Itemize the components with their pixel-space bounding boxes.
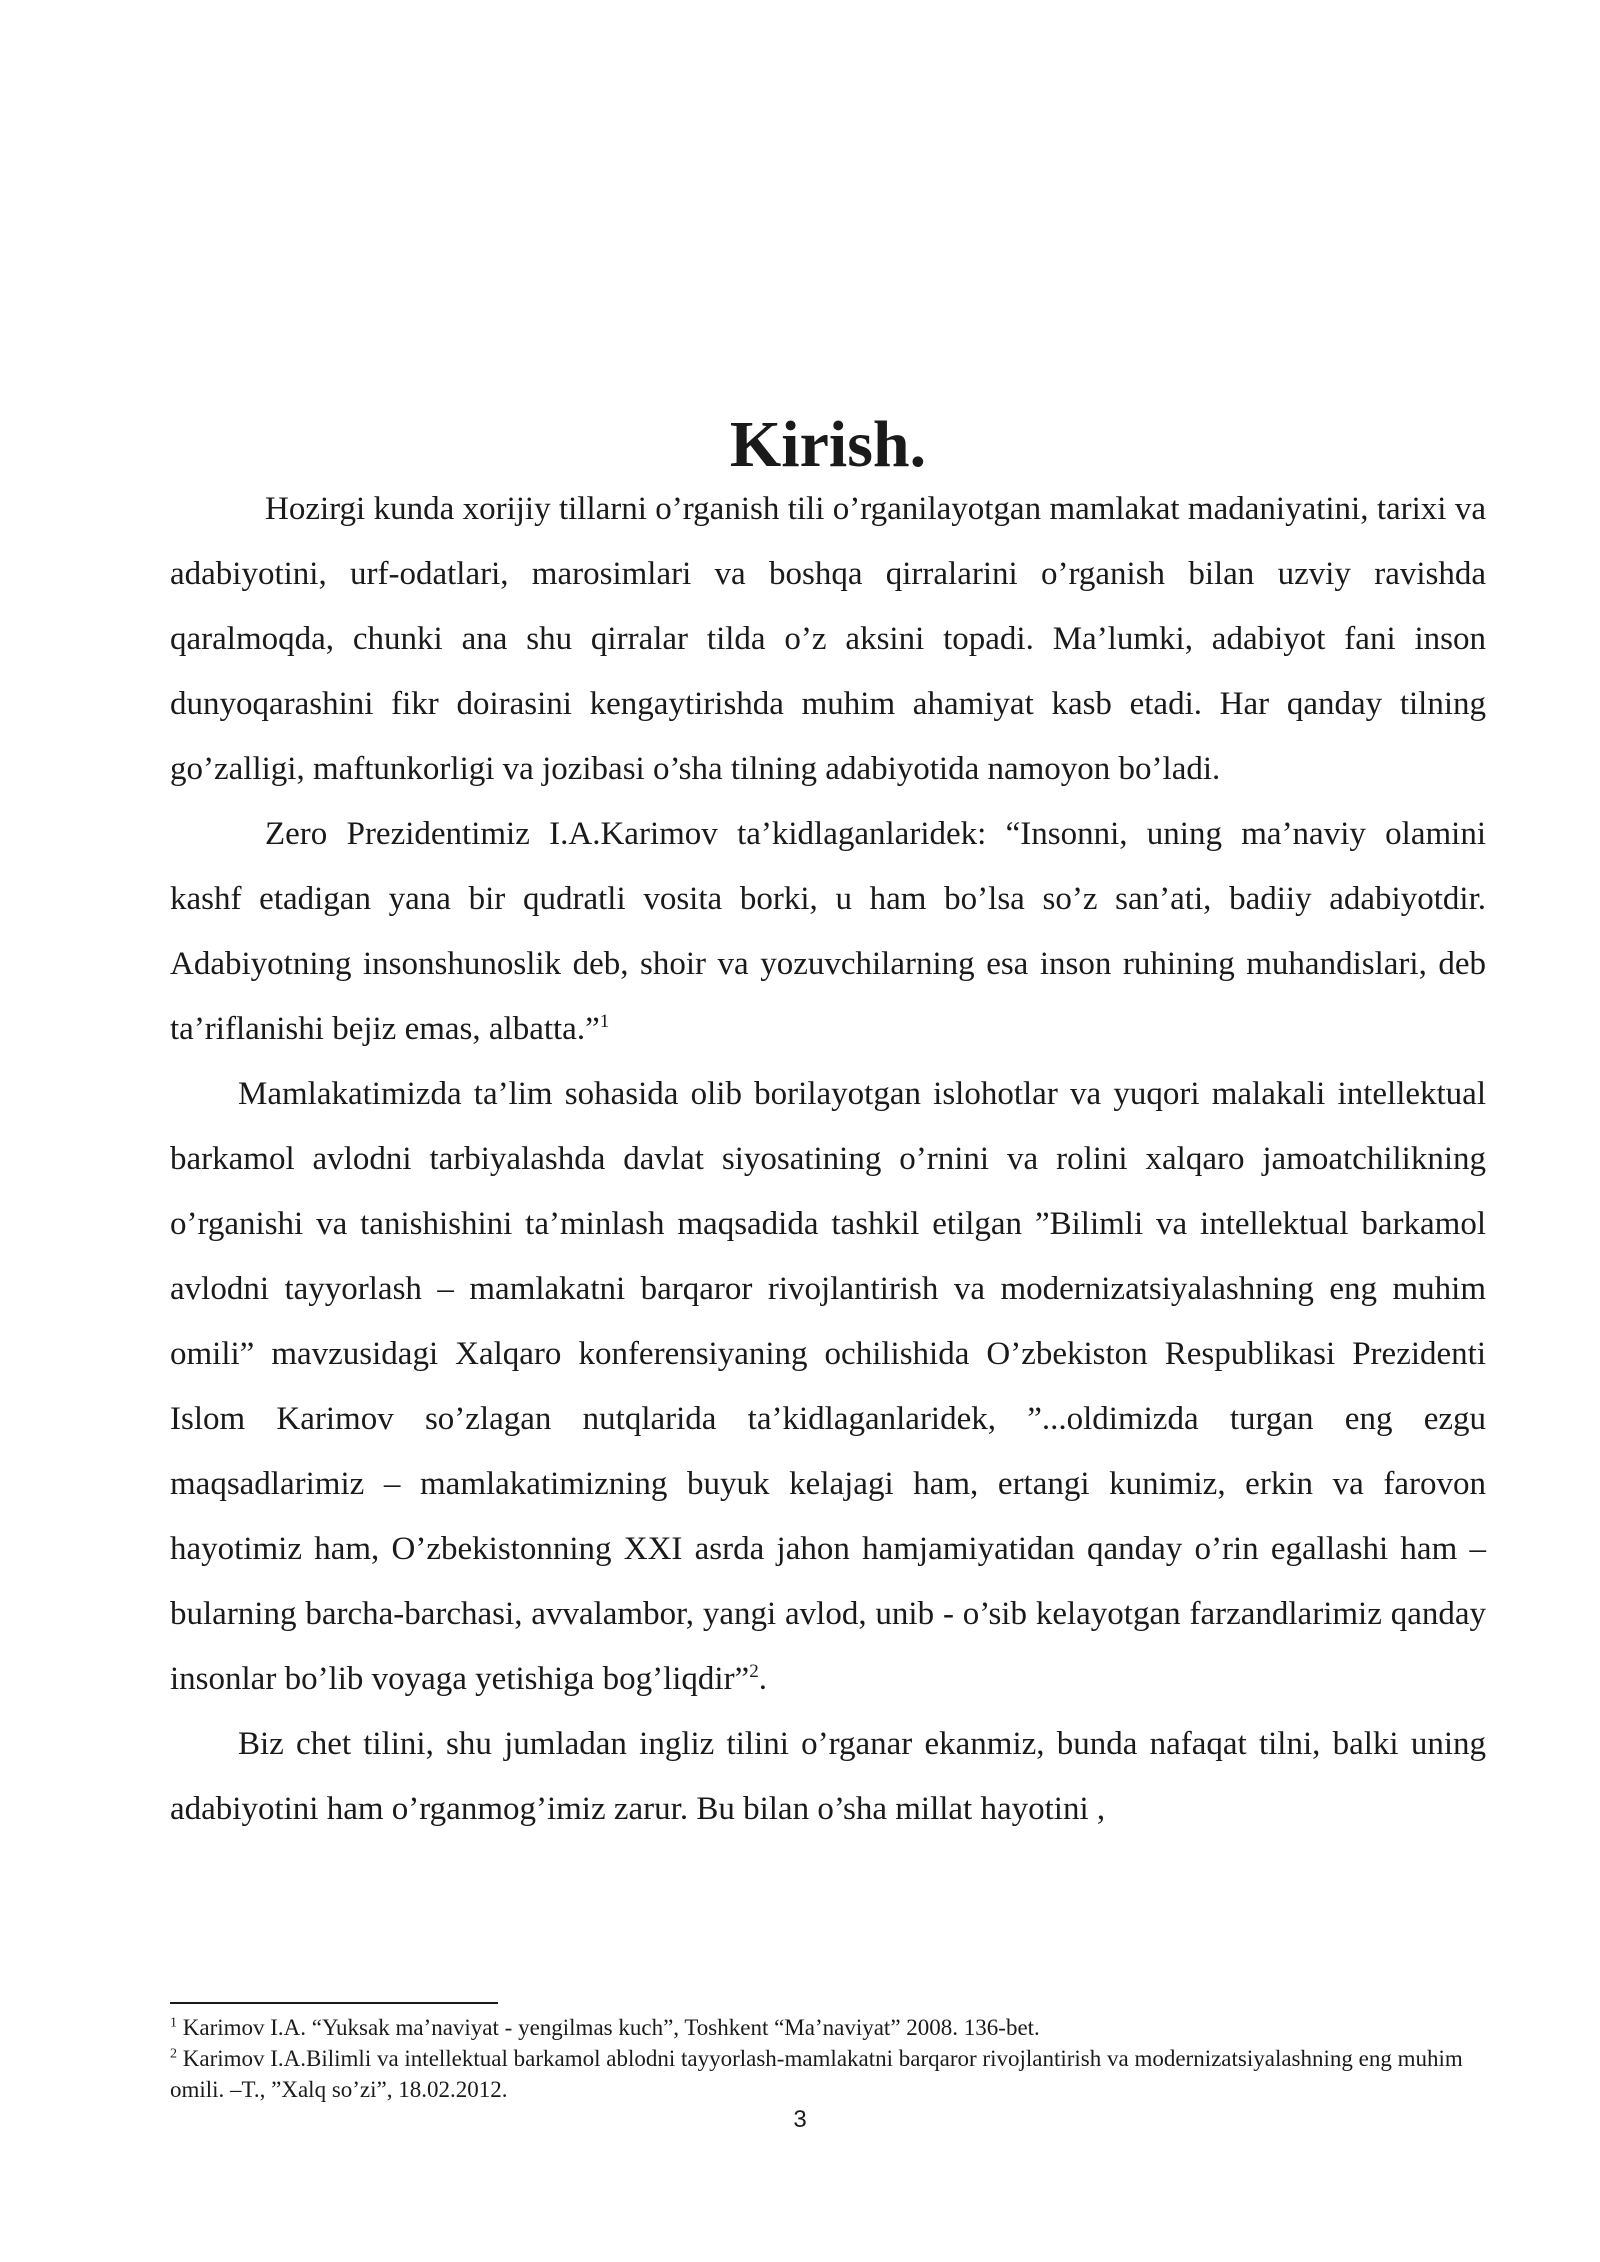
footnote-1-text: Karimov I.A. “Yuksak ma’naviyat - yengilmas kuch”, Toshkent “Ma’naviyat” 2008. 136-bet. [177, 2015, 1040, 2040]
paragraph-3-end: . [758, 1661, 767, 1697]
footnote-ref-1: 1 [599, 1011, 610, 1032]
footnote-2 [170, 2043, 1486, 2105]
paragraph-2-text: Zero Prezidentimiz I.A.Karimov ta’kidlaganlaridek: “Insonni, uning ma’naviy olamini kashf etadigan yana bir qudratli vosita borki, u ham bo’lsa so’z san’ati, badiiy adabiyotdir. Adabiyotning insonshunoslik deb, shoir va yozuvchilarning esa inson ruhining muhandislari, deb ta’riflanishi bejiz emas, albatta.” [170, 816, 1486, 1047]
footnote-1 [170, 2012, 1486, 2043]
paragraph-4-text: Biz chet tilini, shu jumladan ingliz tilini o’rganar ekanmiz, bunda nafaqat tilni, balki uning adabiyotini ham o’rganmog’imiz zarur. Bu bilan o’sha millat hayotini , [170, 1726, 1486, 1827]
paragraph-4 [170, 1712, 1486, 1842]
footnote-mark-2: 2 [170, 2046, 177, 2062]
footnote-2-text: Karimov I.A.Bilimli va intellektual barkamol ablodni tayyorlash-mamlakatni barqaror rivojlantirish va modernizatsiyalashning eng muhim omili. –T., ”Xalq so’zi”, 18.02.2012. [170, 2046, 1463, 2102]
footnote-mark-1: 1 [170, 2015, 177, 2031]
paragraph-3-text: Mamlakatimizda ta’lim sohasida olib borilayotgan islohotlar va yuqori malakali intellektual barkamol avlodni tarbiyalashda davlat siyosatining o’rnini va rolini xalqaro jamoatchilikning o’rganishi va tanishishini ta’minlash maqsadida tashkil etilgan ”Bilimli va intellektual barkamol avlodni tayyorlash – mamlakatni barqaror rivojlantirish va modernizatsiyalashning eng muhim omili” mavzusidagi Xalqaro konferensiyaning ochilishida O’zbekiston Respublikasi Prezidenti Islom Karimov so’zlagan nutqlarida ta’kidlaganlaridek, ”...oldimizda turgan eng ezgu maqsadlarimiz – mamlakatimizning buyuk kelajagi ham, ertangi kunimiz, erkin va farovon hayotimiz ham, O’zbekistonning XXI asrda jahon hamjamiyatidan qanday o’rin egallashi ham – bularning barcha-barchasi, avvalambor, yangi avlod, unib - o’sib kelayotgan farzandlarimiz qanday insonlar bo’lib voyaga yetishiga bog’liqdir” [170, 1076, 1486, 1697]
footnote-separator [170, 2002, 498, 2004]
paragraph-1-text: Hozirgi kunda xorijiy tillarni o’rganish tili o’rganilayotgan mamlakat madaniyatini, tarixi va adabiyotini, urf-odatlari, marosimlari va boshqa qirralarini o’rganish bilan uzviy ravishda qaralmoqda, chunki ana shu qirralar tilda o’z aksini topadi. Ma’lumki, adabiyot fani inson dunyoqarashini fikr doirasini kengaytirishda muhim ahamiyat kasb etadi. Har qanday tilning go’zalligi, maftunkorligi va jozibasi o’sha tilning adabiyotida namoyon bo’ladi. [170, 491, 1486, 787]
paragraph-3 [170, 1062, 1486, 1712]
footnotes [170, 2012, 1486, 2105]
footnote-ref-2: 2 [749, 1661, 759, 1682]
paragraph-2 [170, 802, 1486, 1062]
body-text [170, 408, 1486, 1842]
section-title: Kirish. [729, 408, 927, 481]
page-number: 3 [793, 2106, 807, 2133]
paragraph-1 [170, 477, 1486, 802]
